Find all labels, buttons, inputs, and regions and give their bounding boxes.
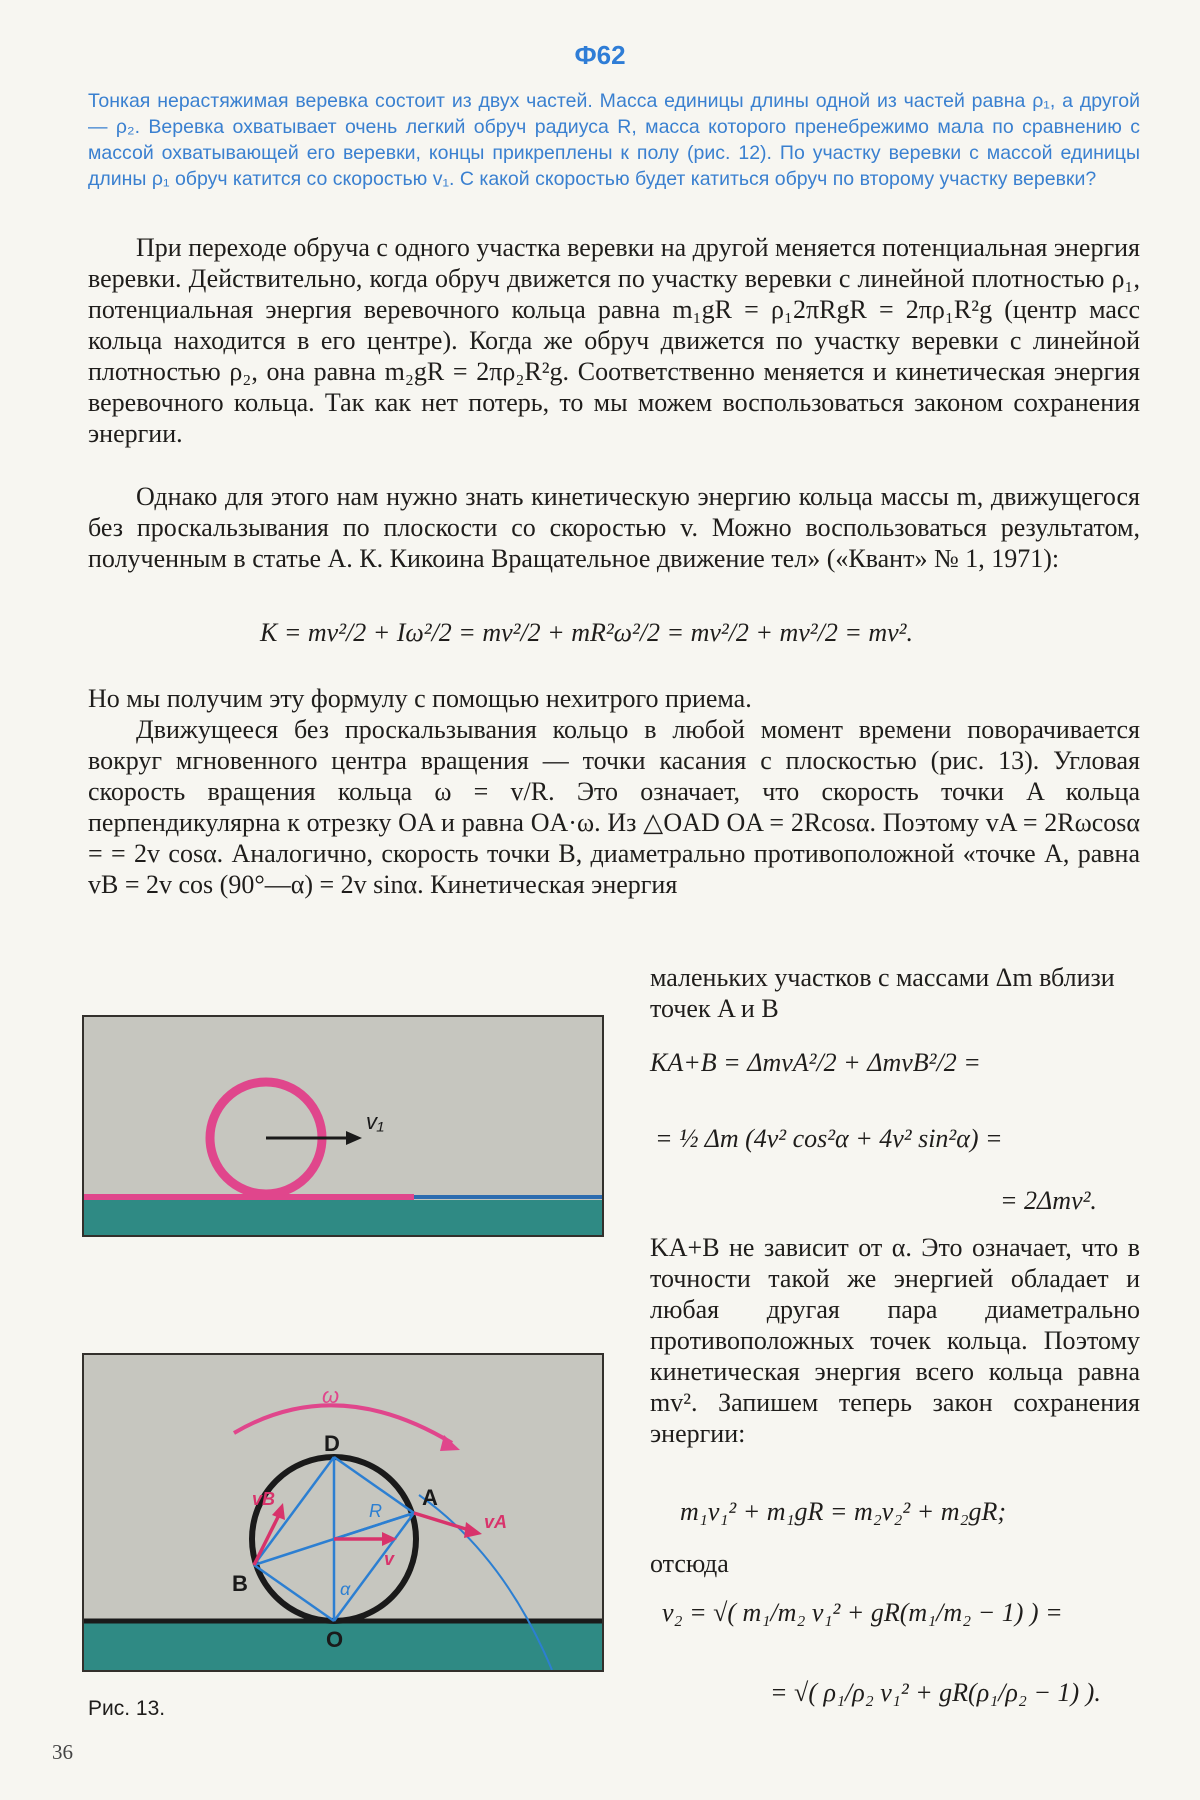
paragraph-energy-independent: KA+B не зависит от α. Это означает, что в точности такой же энергией обладает и любая другая пара диаметрально противоположных точек кольца. Поэтому кинетическая энергия всего кольца равна mv². Запишем теперь закон сохранения энергии: [650,1233,1140,1448]
label-radius: R [369,1501,382,1521]
label-d: D [324,1431,340,1456]
word-hence: отсюда [650,1549,729,1578]
figure-12 [82,1015,604,1237]
floor [84,1200,602,1235]
paragraph-small-segments: маленьких участков с массами Δm вблизи точек A и B [650,963,1115,1023]
label-vb: vB [252,1489,276,1509]
equation-energy-conservation: m₁v₁² + m₁gR = m₂v₂² + m₂gR; [680,1497,1007,1526]
equation-kab-3: = 2Δmv². [1000,1186,1097,1215]
figure-13-caption: Рис. 13. [88,1697,166,1720]
equation-v2-mass: v₂ = √( m₁/m₂ v₁² + gR(m₁/m₂ − 1) ) = [662,1598,1063,1627]
figure-13 [82,1353,604,1672]
label-b: B [232,1571,248,1596]
figure-13-drawing [84,1355,602,1670]
figure-12-drawing [84,1017,602,1235]
velocity-label: v₁ [366,1109,384,1134]
omega-label: ω [322,1383,340,1408]
label-o: O [326,1627,344,1652]
label-v: v [384,1549,395,1569]
page-number: 36 [52,1740,73,1764]
equation-kab-1: KA+B = ΔmvA²/2 + ΔmvB²/2 = [650,1048,981,1077]
paragraph-instant-center: Движущееся без проскальзывания кольцо в любой момент времени поворачивается вокруг мгновенного центра вращения — точки касания с плоскостью (рис. 13). Угловая скорость вращения кольца ω = v/R. Это означает, что скорость точки A кольца перпендикулярна к отрезку OA и равна OA·ω. Из △OAD OA = 2Rcosα. Поэтому vA = 2Rωcosα = = 2v cosα. Аналогично, скорость точки B, диаметрально противоположной «точке A, равна vB = 2v cos (90°—α) = 2v sinα. Кинетическая энергия [88,715,1140,899]
paragraph-potential-energy: При переходе обруча с одного участка веревки на другой меняется потенциальная энергия веревки. Действительно, когда обруч движется по участку веревки с линейной плотностью ρ₁, потенциальная энергия веревочного кольца равна m₁gR = ρ₁2πRgR = 2πρ₁R²g (центр масс кольца находится в его центре). Когда же обруч движется по участку веревки с линейной плотностью ρ₂, она равна m₂gR = 2πρ₂R²g. Соответственно меняется и кинетическая энергия веревочного кольца. Так как нет потерь, то мы можем воспользоваться законом сохранения энергии. [88,233,1140,448]
formula-kinetic-energy: K = mv²/2 + Iω²/2 = mv²/2 + mR²ω²/2 = mv²/2 + mv²/2 = mv². [260,618,913,647]
equation-kab-2: = ½ Δm (4v² cos²α + 4v² sin²α) = [655,1124,1003,1153]
equation-v2-density: = √( ρ₁/ρ₂ v₁² + gR(ρ₁/ρ₂ − 1) ). [770,1678,1101,1707]
problem-statement: Тонкая нерастяжимая веревка состоит из двух частей. Масса единицы длины одной из частей равна ρ₁, а другой — ρ₂. Веревка охватывает очень легкий обруч радиуса R, масса которого пренебрежимо мала по сравнению с массой охватывающей его веревки, концы прикреплены к полу (рис. 12). По участку веревки с массой единицы длины ρ₁ обруч катится со скоростью v₁. С какой скоростью будет катиться обруч по второму участку веревки? [88,90,1140,190]
label-alpha: α [340,1579,351,1599]
problem-number: Ф62 [574,40,626,70]
label-a: A [422,1485,438,1510]
label-va: vA [484,1512,508,1532]
paragraph-kinetic-energy: Однако для этого нам нужно знать кинетическую энергию кольца массы m, движущегося без проскальзывания по плоскости со скоростью v. Можно воспользоваться результатом, полученным в статье А. К. Кикоина Вращательное движение тел» («Квант» № 1, 1971): [88,482,1140,573]
paragraph-trick: Но мы получим эту формулу с помощью нехитрого приема. [88,684,752,713]
